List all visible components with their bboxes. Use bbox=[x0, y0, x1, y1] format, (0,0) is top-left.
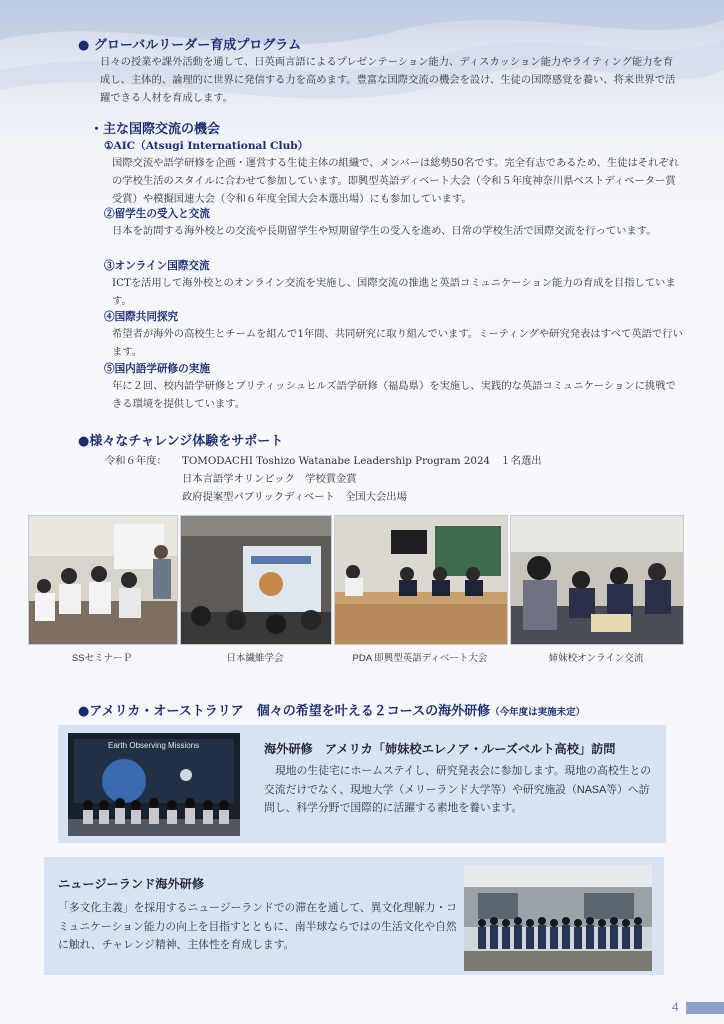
joint-research-text: 希望者が海外の高校生とチームを組んで1年間、共同研究に取り組んでいます。ミーティングや研究発表はすべて英語で行います。 bbox=[112, 328, 683, 358]
challenge-line-3: 政府提案型パブリックディベート 全国大会出場 bbox=[182, 491, 407, 503]
nz-training-title: ニュージーランド海外研修 bbox=[58, 877, 205, 891]
photo-textile-society bbox=[180, 515, 332, 645]
page-number: 4 bbox=[672, 1000, 679, 1014]
exchange-students-title: ②留学生の受入と交流 bbox=[104, 208, 210, 220]
caption-pda-debate: PDA 即興型英語ディベート大会 bbox=[352, 653, 488, 664]
overseas-heading-note: （今年度は実施未定） bbox=[490, 707, 586, 718]
overseas-heading-text: ●アメリカ・オーストラリア 個々の希望を叶える２コースの海外研修 bbox=[78, 704, 491, 719]
online-exchange-text: ICTを活用して海外校とのオンライン交流を実施し、国際交流の推進と英語コミュニケーション能力の育成を目指しています。 bbox=[112, 277, 676, 307]
photo-sister-school-online bbox=[510, 515, 684, 645]
photo-nz-group bbox=[464, 865, 652, 971]
usa-training-box bbox=[58, 725, 666, 843]
joint-research-title: ④国際共同探究 bbox=[104, 311, 179, 323]
aic-text: 国際交流や語学研修を企画・運営する生徒主体の組織で、メンバーは総勢50名です。完全有志であるため、生徒はそれぞれの学校生活のスタイルに合わせて参加しています。即興型英語ディベート大会（令和５年度神奈川県ベストディベーター賞受賞）や模擬国連大会（令和６年度全国大会本選出場）にも参加しています。 bbox=[112, 157, 679, 205]
challenge-line-2: 日本言語学オリンピック 学校賞金賞 bbox=[182, 473, 357, 485]
caption-sister-school: 姉妹校オンライン交流 bbox=[548, 653, 644, 664]
domestic-training-title: ⑤国内語学研修の実施 bbox=[104, 363, 210, 375]
photo-nasa-visit bbox=[68, 733, 240, 836]
page-number-bar bbox=[686, 1002, 724, 1014]
photo-pda-debate bbox=[334, 515, 508, 645]
nz-training-box bbox=[44, 857, 664, 975]
exchange-heading: ・主な国際交流の機会 bbox=[90, 122, 221, 137]
overseas-heading bbox=[78, 700, 585, 719]
usa-training-title: 海外研修 アメリカ「姉妹校エレノア・ルーズベルト高校」訪問 bbox=[264, 742, 616, 756]
global-leader-heading: ● グローバルリーダー育成プログラム bbox=[78, 38, 302, 53]
nz-training-text: 「多文化主義」を採用するニュージーランドでの滞在を通して、異文化理解力・コミュニケーション能力の向上を目指すとともに、南半球ならではの生活文化や自然に触れ、チャレンジ精神、主体性を育成します。 bbox=[58, 902, 458, 951]
domestic-training-text: 年に２回、校内語学研修とブリティッシュヒルズ語学研修（福島県）を実施し、実践的な英語コミュニケーションに挑戦できる環境を提供しています。 bbox=[112, 380, 676, 410]
challenge-heading: ●様々なチャレンジ体験をサポート bbox=[78, 434, 284, 449]
caption-ss-seminar: SSセミナーＰ bbox=[71, 653, 133, 664]
caption-textile-society: 日本繊維学会 bbox=[226, 653, 284, 664]
online-exchange-title: ③オンライン国際交流 bbox=[104, 260, 210, 272]
exchange-students-text: 日本を訪問する海外校との交流や長期留学生や短期留学生の受入を進め、日常の学校生活で国際交流を行っています。 bbox=[112, 225, 657, 237]
global-leader-intro: 日々の授業や課外活動を通して、日英両言語によるプレゼンテーション能力、ディスカッション能力やライティング能力を育成し、主体的、論理的に世界に発信する力を高めます。豊富な国際交流の機会を設け、生徒の国際感覚を養い、将来世界で活躍できる人材を育成します。 bbox=[100, 56, 676, 104]
photo-ss-seminar bbox=[28, 515, 178, 645]
challenge-year-label: 令和６年度： bbox=[105, 455, 167, 467]
usa-training-text: 現地の生徒宅にホームステイし、研究発表会に参加します。現地の高校生との交流だけでなく、現地大学（メリーランド大学等）や研究施設（NASA等）へ訪問し、科学分野で国際的に活躍する素地を養います。 bbox=[264, 765, 652, 814]
nasa-sign-text: Earth Observing Missions bbox=[108, 741, 200, 750]
challenge-line-1: TOMODACHI Toshizo Watanabe Leadership Program 2024 １名選出 bbox=[182, 455, 542, 467]
aic-title: ①AIC（Atsugi International Club） bbox=[104, 140, 309, 152]
